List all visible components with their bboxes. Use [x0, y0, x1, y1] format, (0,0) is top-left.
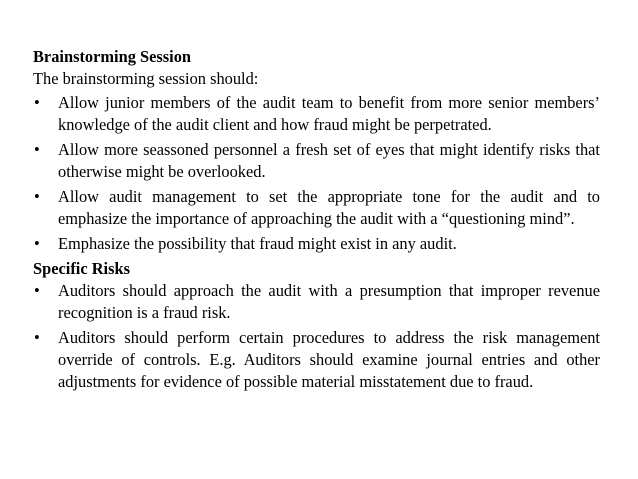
brainstorming-bullet-list — [33, 92, 600, 255]
bullet-icon: • — [34, 93, 40, 112]
bullet-icon: • — [34, 140, 40, 159]
bullet-item — [33, 233, 600, 255]
bullet-icon: • — [34, 187, 40, 206]
section-intro: The brainstorming session should: — [33, 69, 259, 88]
specific-risks-bullet-list — [33, 280, 600, 393]
bullet-icon: • — [34, 281, 40, 300]
bullet-item — [33, 186, 600, 230]
bullet-item — [33, 139, 600, 183]
bullet-icon: • — [34, 234, 40, 253]
section-heading-specific-risks: Specific Risks — [33, 259, 130, 278]
bullet-text: Allow junior members of the audit team to benefit from more senior members’ knowledge of the audit client and how fraud might be perpetrated. — [58, 93, 600, 134]
bullet-item — [33, 92, 600, 136]
bullet-item — [33, 327, 600, 393]
bullet-text: Allow audit management to set the appropriate tone for the audit and to emphasize the importance of approaching the audit with a “questioning mind”. — [58, 187, 600, 228]
slide-content — [33, 46, 600, 396]
bullet-text: Emphasize the possibility that fraud might exist in any audit. — [58, 234, 457, 253]
bullet-text: Auditors should approach the audit with a presumption that improper revenue recognition is a fraud risk. — [58, 281, 600, 322]
section-heading-brainstorming: Brainstorming Session — [33, 47, 192, 66]
bullet-text: Auditors should perform certain procedures to address the risk management override of controls. E.g. Auditors should examine journal entries and other adjustments for evidence of possible material misstatement due to fraud. — [58, 328, 600, 391]
bullet-icon: • — [34, 328, 40, 347]
bullet-text: Allow more seassoned personnel a fresh set of eyes that might identify risks that otherwise might be overlooked. — [58, 140, 600, 181]
bullet-item — [33, 280, 600, 324]
